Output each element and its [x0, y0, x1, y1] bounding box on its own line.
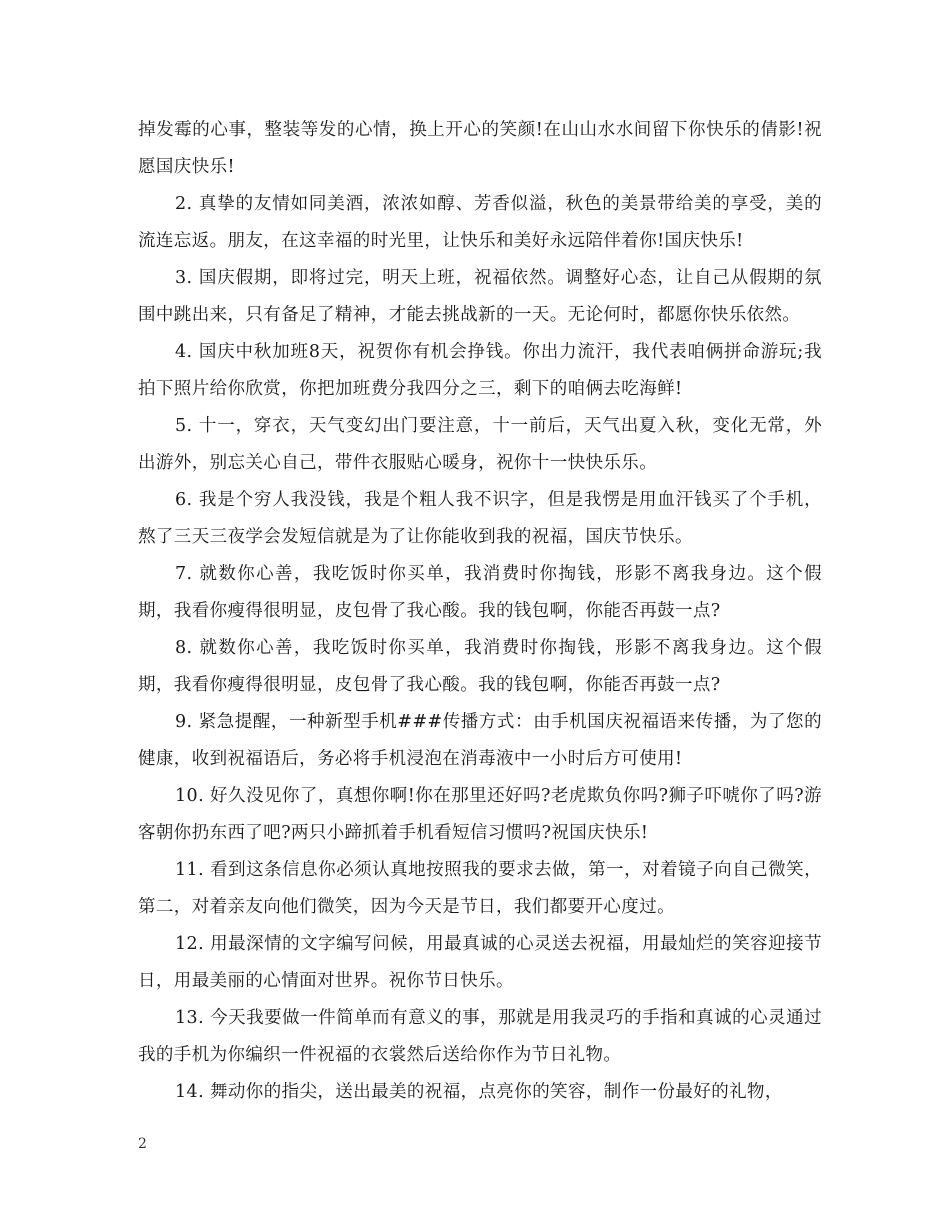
page-number: 2: [138, 1136, 147, 1152]
list-item-3: 3. 国庆假期，即将过完，明天上班，祝福依然。调整好心态，让自己从假期的氛围中跳出来，只有备足了精神，才能去挑战新的一天。无论何时，都愿你快乐依然。: [138, 268, 822, 325]
list-item-7: 7. 就数你心善，我吃饭时你买单，我消费时你掏钱，形影不离我身边。这个假期，我看你瘦得很明显，皮包骨了我心酸。我的钱包啊，你能否再鼓一点?: [138, 564, 822, 621]
list-item-10: 10. 好久没见你了，真想你啊!你在那里还好吗?老虎欺负你吗?狮子吓唬你了吗?游客朝你扔东西了吧?两只小蹄抓着手机看短信习惯吗?祝国庆快乐!: [138, 786, 822, 843]
list-item-8: 8. 就数你心善，我吃饭时你买单，我消费时你掏钱，形影不离我身边。这个假期，我看你瘦得很明显，皮包骨了我心酸。我的钱包啊，你能否再鼓一点?: [138, 638, 822, 695]
list-item-12: 12. 用最深情的文字编写问候，用最真诚的心灵送去祝福，用最灿烂的笑容迎接节日，用最美丽的心情面对世界。祝你节日快乐。: [138, 934, 822, 991]
list-item-14: 14. 舞动你的指尖，送出最美的祝福，点亮你的笑容，制作一份最好的礼物，: [175, 1082, 783, 1102]
list-item-9: 9. 紧急提醒，一种新型手机###传播方式：由手机国庆祝福语来传播，为了您的健康，收到祝福语后，务必将手机浸泡在消毒液中一小时后方可使用!: [138, 712, 822, 769]
document-body: [138, 112, 822, 1111]
list-item-11: 11. 看到这条信息你必须认真地按照我的要求去做，第一，对着镜子向自己微笑，第二，对着亲友向他们微笑，因为今天是节日，我们都要开心度过。: [138, 860, 822, 917]
list-item-6: 6. 我是个穷人我没钱，我是个粗人我不识字，但是我愣是用血汗钱买了个手机，熬了三天三夜学会发短信就是为了让你能收到我的祝福，国庆节快乐。: [138, 490, 822, 547]
paragraph-continuation: 掉发霉的心事，整装等发的心情，换上开心的笑颜!在山山水水间留下你快乐的倩影!祝愿国庆快乐!: [138, 120, 822, 177]
list-item-4: 4. 国庆中秋加班8天，祝贺你有机会挣钱。你出力流汗，我代表咱俩拼命游玩;我拍下照片给你欣赏，你把加班费分我四分之三，剩下的咱俩去吃海鲜!: [138, 342, 822, 399]
list-item-5: 5. 十一，穿衣，天气变幻出门要注意，十一前后，天气出夏入秋，变化无常，外出游外，别忘关心自己，带件衣服贴心暖身，祝你十一快快乐乐。: [138, 416, 822, 473]
list-item-2: 2. 真挚的友情如同美酒，浓浓如醇、芳香似溢，秋色的美景带给美的享受，美的流连忘返。朋友，在这幸福的时光里，让快乐和美好永远陪伴着你!国庆快乐!: [138, 194, 822, 251]
list-item-13: 13. 今天我要做一件简单而有意义的事，那就是用我灵巧的手指和真诚的心灵通过我的手机为你编织一件祝福的衣裳然后送给你作为节日礼物。: [138, 1008, 822, 1065]
